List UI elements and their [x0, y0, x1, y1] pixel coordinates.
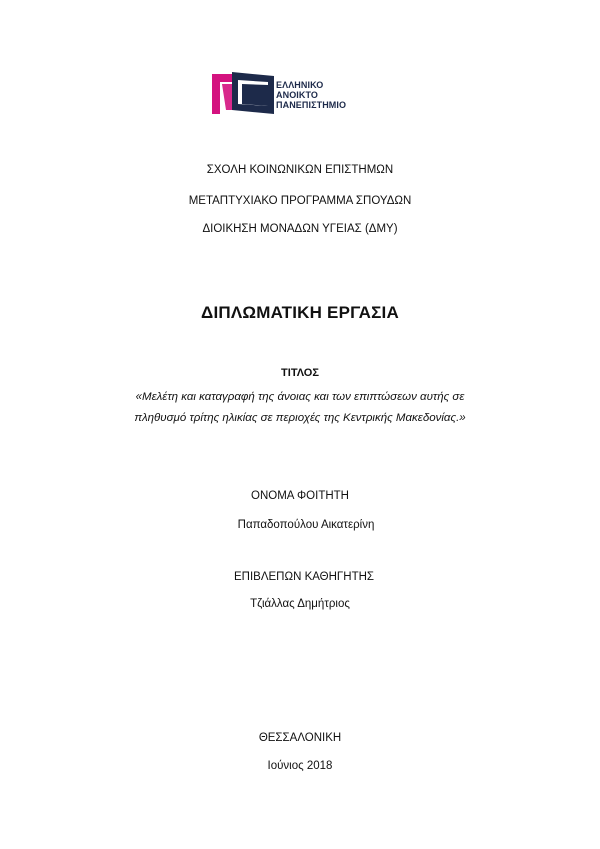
program-name: ΜΕΤΑΠΤΥΧΙΑΚΟ ΠΡΟΓΡΑΜΜΑ ΣΠΟΥΔΩΝ: [188, 195, 412, 207]
student-name: Παπαδοπούλου Αικατερίνη: [237, 519, 375, 531]
title-label: ΤΙΤΛΟΣ: [281, 367, 319, 379]
logo-line-1: ΕΛΛΗΝΙΚΟ: [276, 80, 324, 90]
city: ΘΕΣΣΑΛΟΝΙΚΗ: [258, 732, 342, 744]
supervisor-label: ΕΠΙΒΛΕΠΩΝ ΚΑΘΗΓΗΤΗΣ: [233, 571, 375, 583]
thesis-title-line-1: «Μελέτη και καταγραφή της άνοιας και των επιπτώσεων αυτής σε: [135, 391, 465, 403]
department-name: ΔΙΟΙΚΗΣΗ ΜΟΝΑΔΩΝ ΥΓΕΙΑΣ (ΔΜΥ): [202, 223, 398, 235]
university-logo-mark: [212, 70, 274, 114]
document-type-heading: ΔΙΠΛΩΜΑΤΙΚΗ ΕΡΓΑΣΙΑ: [201, 303, 399, 322]
school-name: ΣΧΟΛΗ ΚΟΙΝΩΝΙΚΩΝ ΕΠΙΣΤΗΜΩΝ: [206, 164, 394, 176]
logo-line-3: ΠΑΝΕΠΙΣΤΗΜΙΟ: [276, 100, 347, 110]
logo-line-2: ΑΝΟΙΚΤΟ: [276, 90, 319, 100]
date: Ιούνιος 2018: [267, 760, 333, 772]
supervisor-name: Τζιάλλας Δημήτριος: [250, 598, 350, 610]
university-logo: [212, 70, 377, 114]
university-logo-text: [276, 80, 381, 110]
thesis-title-line-2: πληθυσμό τρίτης ηλικίας σε περιοχές της Κεντρικής Μακεδονίας.»: [134, 412, 466, 424]
student-label: ΟΝΟΜΑ ΦΟΙΤΗΤΗ: [251, 490, 349, 502]
